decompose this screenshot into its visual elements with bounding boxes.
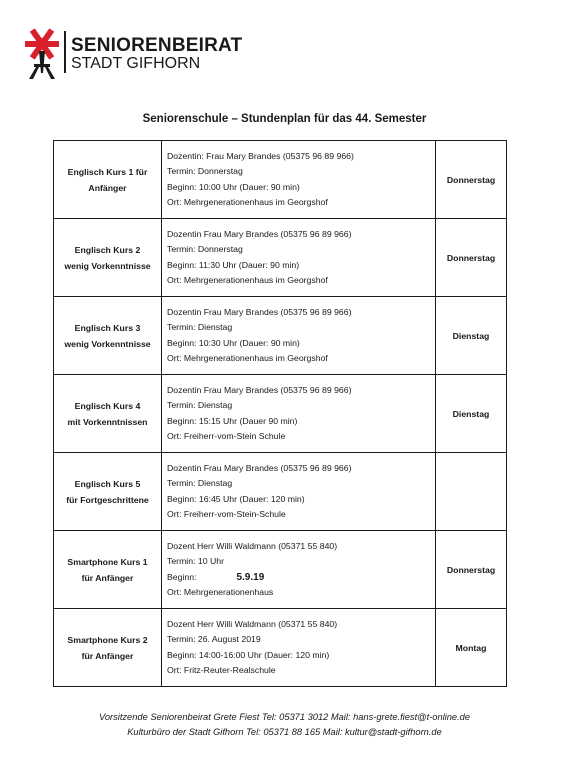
- weekday: Donnerstag: [436, 141, 507, 219]
- course-name: Englisch Kurs 3 wenig Vorkenntnisse: [54, 297, 162, 375]
- start: Beginn: 11:30 Uhr (Dauer: 90 min): [167, 259, 300, 270]
- lecturer: Dozentin Frau Mary Brandes (05375 96 89 966): [167, 462, 352, 473]
- course-details: [162, 375, 436, 453]
- lecturer: Dozentin Frau Mary Brandes (05375 96 89 966): [167, 306, 352, 317]
- start: Beginn: 15:15 Uhr (Dauer 90 min): [167, 415, 298, 426]
- weekday: Dienstag: [436, 375, 507, 453]
- course-details: [162, 609, 436, 687]
- table-row: [54, 375, 507, 453]
- start: Beginn: 10:00 Uhr (Dauer: 90 min): [167, 181, 300, 192]
- date: Termin: Dienstag: [167, 322, 233, 332]
- table-row: [54, 531, 507, 609]
- lecturer: Dozentin: Frau Mary Brandes (05375 96 89 966): [167, 150, 354, 161]
- course-name: Smartphone Kurs 1 für Anfänger: [54, 531, 162, 609]
- lecturer: Dozent Herr Willi Waldmann (05371 55 840): [167, 618, 338, 629]
- place: Ort: Freiherr-vom-Stein-Schule: [167, 509, 286, 519]
- place: Ort: Mehrgenerationenhaus im Georgshof: [167, 197, 328, 207]
- lecturer: Dozent Herr Willi Waldmann (05371 55 840): [167, 540, 338, 551]
- weekday: Montag: [436, 609, 507, 687]
- course-name: Englisch Kurs 1 für Anfänger: [54, 141, 162, 219]
- seniorenbeirat-logo-icon: [22, 27, 62, 79]
- footer-contact-chair: Vorsitzende Seniorenbeirat Grete Fiest Tel: 05371 3012 Mail: hans-grete.fiest@t-online.de: [98, 712, 471, 722]
- weekday: Donnerstag: [436, 219, 507, 297]
- start: Beginn: 5.9.19: [167, 571, 265, 583]
- date: Termin: Donnerstag: [167, 166, 243, 176]
- course-details: [162, 141, 436, 219]
- place: Ort: Fritz-Reuter-Realschule: [167, 665, 276, 675]
- logo-divider: [64, 31, 66, 73]
- date: Termin: 10 Uhr: [167, 556, 224, 566]
- date: Termin: 26. August 2019: [167, 634, 261, 644]
- course-details: [162, 453, 436, 531]
- course-name: Englisch Kurs 4 mit Vorkenntnissen: [54, 375, 162, 453]
- start: Beginn: 16:45 Uhr (Dauer: 120 min): [167, 493, 305, 504]
- place: Ort: Freiherr-vom-Stein Schule: [167, 431, 286, 441]
- org-city: STADT GIFHORN: [71, 55, 201, 72]
- course-name: Englisch Kurs 2 wenig Vorkenntnisse: [54, 219, 162, 297]
- date: Termin: Dienstag: [167, 478, 233, 488]
- place: Ort: Mehrgenerationenhaus im Georgshof: [167, 275, 328, 285]
- course-name: Smartphone Kurs 2 für Anfänger: [54, 609, 162, 687]
- start: Beginn: 14:00-16:00 Uhr (Dauer: 120 min): [167, 649, 330, 660]
- table-row: [54, 141, 507, 219]
- page-title: Seniorenschule – Stundenplan für das 44. Semester: [142, 113, 427, 125]
- date: Termin: Donnerstag: [167, 244, 243, 254]
- weekday: Dienstag: [436, 297, 507, 375]
- weekday: Donnerstag: [436, 531, 507, 609]
- lecturer: Dozentin Frau Mary Brandes (05375 96 89 966): [167, 384, 352, 395]
- table-row: [54, 609, 507, 687]
- course-details: [162, 531, 436, 609]
- org-name: SENIORENBEIRAT: [71, 35, 243, 56]
- start-date: 5.9.19: [236, 571, 265, 583]
- weekday: [436, 453, 507, 531]
- place: Ort: Mehrgenerationenhaus: [167, 587, 274, 597]
- table-row: [54, 453, 507, 531]
- course-name: Englisch Kurs 5 für Fortgeschrittene: [54, 453, 162, 531]
- lecturer: Dozentin Frau Mary Brandes (05375 96 89 966): [167, 228, 352, 239]
- table-row: [54, 297, 507, 375]
- course-details: [162, 219, 436, 297]
- place: Ort: Mehrgenerationenhaus im Georgshof: [167, 353, 328, 363]
- schedule-table: [53, 140, 507, 687]
- start: Beginn: 10:30 Uhr (Dauer: 90 min): [167, 337, 300, 348]
- course-details: [162, 297, 436, 375]
- table-row: [54, 219, 507, 297]
- footer-contact-culture-office: Kulturbüro der Stadt Gifhorn Tel: 05371 88 165 Mail: kultur@stadt-gifhorn.de: [127, 727, 442, 737]
- date: Termin: Dienstag: [167, 400, 233, 410]
